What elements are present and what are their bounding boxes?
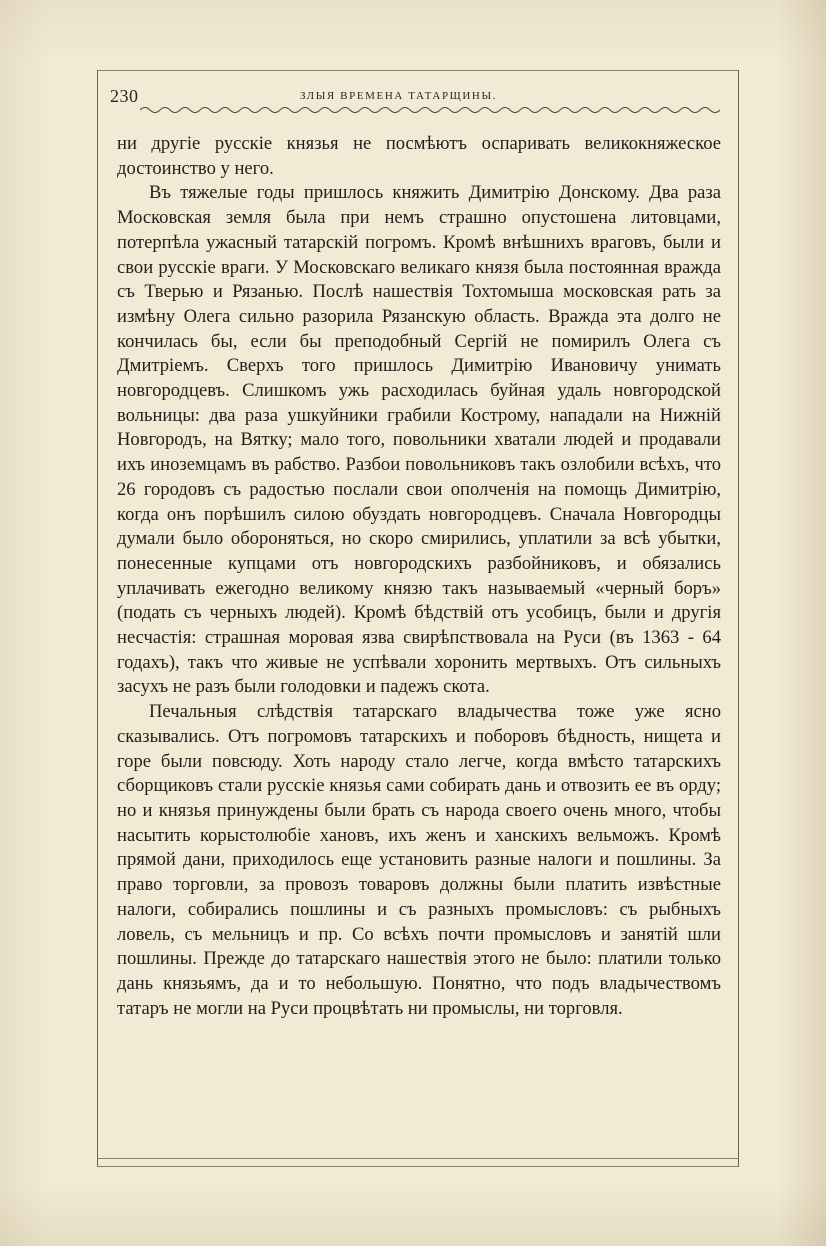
paragraph-1: ни другіе русскіе князья не посмѣютъ оспаривать великокняжеское достоинство у него.	[117, 133, 721, 179]
paragraph-2: Въ тяжелые годы пришлось княжить Димитрію Донскому. Два раза Московская земля была при немъ страшно опустошена литовцами, потерпѣла ужасный татарскій погромъ. Кромѣ внѣшнихъ враговъ, были и свои русскіе враги. У Московскаго великаго князя была постоянная вражда съ Тверью и Рязанью. Послѣ нашествія Тохтомыша московская рать за измѣну Олега сильно разорила Рязанскую область. Вражда эта долго не кончилась бы, если бы преподобный Сергій не помирилъ Олега съ Дмитріемъ. Сверхъ того пришлось Димитрію Ивановичу унимать новгородцевъ. Слишкомъ ужь расходилась буйная удаль новгородской вольницы: два раза ушкуйники грабили Кострому, нападали на Нижній Новгородъ, на Вятку; мало того, повольники хватали людей и продавали ихъ иноземцамъ въ рабство. Разбои повольниковъ такъ озлобили всѣхъ, что 26 городовъ съ радостью послали свои ополченія на помощь Димитрію, когда онъ порѣшилъ силою обуздать новгородцевъ. Сначала Новгородцы думали было обороняться, но скоро смирились, уплатили за всѣ убытки, понесенные купцами отъ новгородскихъ разбойниковъ, и обязались уплачивать ежегодно великому князю такъ называемый «черный боръ» (подать съ черныхъ людей). Кромѣ бѣдствій отъ усобицъ, были и другія несчастія: страшная моровая язва свирѣпствовала на Руси (въ 1363 - 64 годахъ), такъ что живые не успѣвали хоронить мертвыхъ. Отъ сильныхъ засухъ не разъ были голодовки и падежъ скота.	[117, 182, 721, 698]
page-number: 230	[110, 86, 139, 106]
wavy-ornament-rule	[140, 104, 720, 116]
paragraph-3: Печальныя слѣдствія татарскаго владычества тоже уже ясно сказывались. Отъ погромовъ татарскихъ и поборовъ бѣдность, нищета и горе были повсюду. Хоть народу стало легче, когда вмѣсто татарскихъ сборщиковъ стали русскіе князья сами собирать дань и отвозить ее въ орду; но и князья принуждены были брать съ народа своего очень много, чтобы насытить корыстолюбіе хановъ, ихъ женъ и ханскихъ вельможъ. Кромѣ прямой дани, приходилось еще установить разные налоги и пошлины. За право торговли, за провозъ товаровъ должны были платить извѣстные налоги, собирались пошлины и съ разныхъ промысловъ: съ рыбныхъ ловель, съ мельницъ и пр. Со всѣхъ почти промысловъ и занятій шли пошлины. Прежде до татарскаго нашествія этого не было: платили только дань князьямъ, да и то небольшую. Понятно, что подъ владычествомъ татаръ не могли на Руси процвѣтать ни промыслы, ни торговля.	[117, 701, 721, 1019]
body-text	[117, 132, 721, 1021]
running-title: ЗЛЫЯ ВРЕМЕНА ТАТАРЩИНЫ.	[300, 90, 497, 102]
page-frame-bottom-rule	[97, 1158, 739, 1159]
